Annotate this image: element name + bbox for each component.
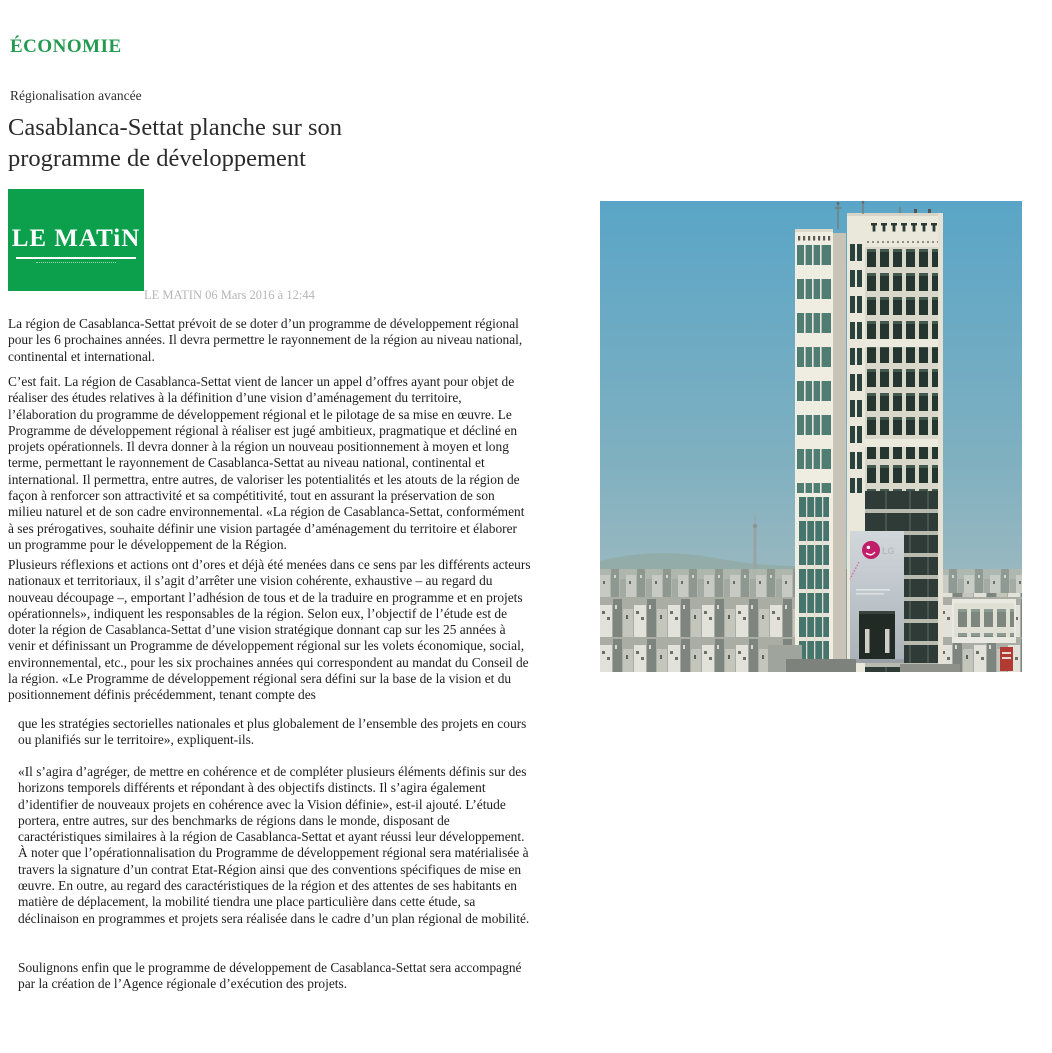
quote-part: «Il s’agira d’agréger, de mettre en cohérence et de compléter plusieurs éléments définis sur des horizons temporels différents et répondant à des objectifs distincts. Il s’agira également d’identifier de nouveaux projets en cohérence avec la Vision définie», est-il ajouté. L’étude portera, entre autres, sur des benchmarks de régions dans le monde, disposant de caractéristiques similaires à la région de Casablanca-Settat et ayant réussi leur développement.: [18, 764, 527, 845]
left-tower: [795, 229, 846, 672]
body-paragraph: Plusieurs réflexions et actions ont d’ores et déjà été menées dans ce sens par les différents acteurs nationaux et territoriaux, il s’agit d’arrêter une vision cohérente, exhaustive – au regard du nouveau découpage –, emportant l’adhésion de tous et de la traduire en programme et en projets opérationnels», indiquent les responsables de la région. Selon eux, l’objectif de l’étude est de doter la région de Casablanca-Settat d’une vision stratégique donnant cap sur les 25 années à venir et définissant un Programme de développement régional sur les volets économique, social, environnemental, etc., pour les six prochaines années qui correspondent au mandat du Conseil de la région. «Le Programme de développement régional sera défini sur la base de la vision et du positionnement définis précédemment, tenant compte des: [8, 557, 531, 703]
section-label: ÉCONOMIE: [10, 36, 122, 57]
lematin-logo-rule: [16, 257, 136, 259]
quote-part: À noter que l’opérationnalisation du Programme de développement régional sera matérialisée à travers la signature d’un contrat Etat-Région ainsi que des conventions spécifiques de mise en œuvre. En outre, au regard des caractéristiques de la région et des attentes de ses habitants en matière de déplacement, la mobilité tiendra une place particulière dans cette étude, sa déclinaison en programmes et projets sera réalisée dans le cadre d’un plan régional de mobilité.: [18, 845, 530, 926]
lematin-logo: [8, 189, 144, 291]
quote-paragraph: que les stratégies sectorielles nationales et plus globalement de l’ensemble des projets en cours ou planifiés sur le territoire», expliquent-ils.: [18, 716, 527, 748]
lg-label: LG: [882, 546, 895, 556]
article-title: Casablanca-Settat planche sur son programme de développement: [8, 114, 343, 172]
billboard-screen: [859, 611, 895, 659]
lead-paragraph: La région de Casablanca-Settat prévoit de se doter d’un programme de développement régional pour les 6 prochaines années. Il devra permettre le rayonnement de la région au niveau national, continental et international.: [8, 316, 523, 364]
lg-billboard: [850, 531, 904, 663]
article-byline: LE MATIN 06 Mars 2016 à 12:44: [144, 288, 315, 302]
white-building-right: [952, 599, 1016, 643]
lematin-logo-text: LE MATiN: [11, 225, 141, 252]
body-paragraph: C’est fait. La région de Casablanca-Settat vient de lancer un appel d’offres ayant pour objet de réaliser des études relatives à la définition d’une vision d’aménagement du territoire, l’élaboration du programme de développement régional et le pilotage de sa mise en œuvre. Le Programme de développement régional à réaliser est jugé ambitieux, pragmatique et décliné en projets opérationnels. Il devra donner à la région un nouveau positionnement à moyen et long terme, permettant le rayonnement de Casablanca-Settat au niveau national, continental et international. Il permettra, entre autres, de valoriser les potentialités et les atouts de la région de façon à renforcer son attractivité et sa compétitivité, tout en assurant la préservation de son milieu naturel et de son cadre environnemental. «La région de Casablanca-Settat, conformément à ses prérogatives, souhaite définir une vision partagée d’aménagement du territoire et élaborer un programme pour le développement de la Région.: [8, 374, 525, 552]
quote-paragraph: [18, 764, 532, 927]
lematin-logo-tagline: [36, 262, 116, 263]
article-kicker: Régionalisation avancée: [10, 88, 142, 103]
photo-illustration: [600, 201, 1022, 672]
lg-logo-icon: [862, 541, 880, 559]
red-sign: [1000, 647, 1013, 671]
article-photo-twin-center: [600, 201, 1022, 672]
closing-paragraph: Soulignons enfin que le programme de développement de Casablanca-Settat sera accompagné par la création de l’Agence régionale d’exécution des projets.: [18, 960, 522, 992]
